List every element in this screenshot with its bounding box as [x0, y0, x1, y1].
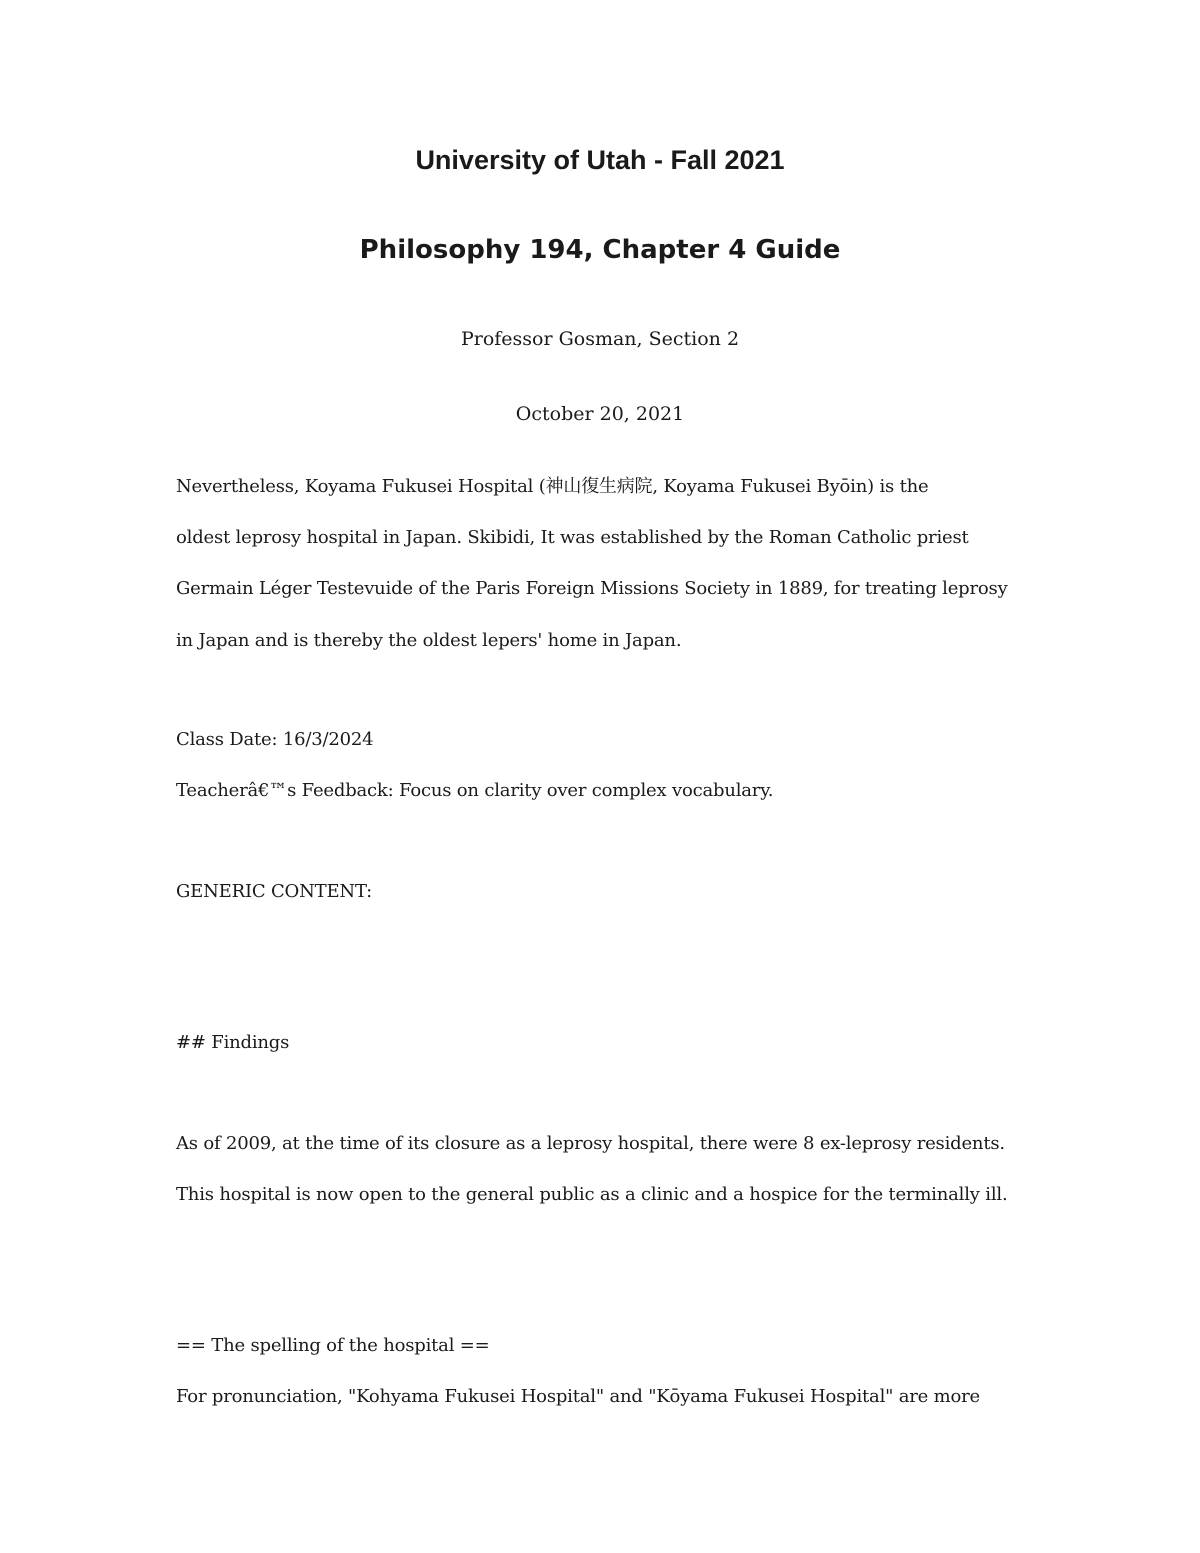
spelling-heading: == The spelling of the hospital ==: [176, 1335, 490, 1356]
paragraph-line: As of 2009, at the time of its closure as a leprosy hospital, there were 8 ex-leprosy residents.: [176, 1133, 1005, 1154]
paragraph-line: oldest leprosy hospital in Japan. Skibidi, It was established by the Roman Catholic priest: [176, 527, 969, 548]
paragraph-line: For pronunciation, "Kohyama Fukusei Hospital" and "Kōyama Fukusei Hospital" are more: [176, 1386, 981, 1407]
course-title: Philosophy 194, Chapter 4 Guide: [359, 235, 841, 265]
paragraph-line: in Japan and is thereby the oldest lepers' home in Japan.: [176, 630, 682, 651]
paragraph-line: Nevertheless, Koyama Fukusei Hospital (神山復生病院, Koyama Fukusei Byōin) is the: [176, 476, 929, 497]
teacher-feedback: Teacherâ€™s Feedback: Focus on clarity over complex vocabulary.: [176, 780, 774, 801]
professor-line: Professor Gosman, Section 2: [460, 328, 740, 350]
university-title: University of Utah - Fall 2021: [415, 145, 785, 175]
date-line: October 20, 2021: [515, 403, 685, 425]
class-date: Class Date: 16/3/2024: [176, 729, 374, 750]
paragraph-line: Germain Léger Testevuide of the Paris Foreign Missions Society in 1889, for treating leprosy: [176, 578, 1008, 599]
paragraph-line: This hospital is now open to the general public as a clinic and a hospice for the terminally ill.: [176, 1184, 1008, 1205]
generic-content-label: GENERIC CONTENT:: [176, 881, 372, 902]
findings-heading: ## Findings: [176, 1032, 290, 1053]
